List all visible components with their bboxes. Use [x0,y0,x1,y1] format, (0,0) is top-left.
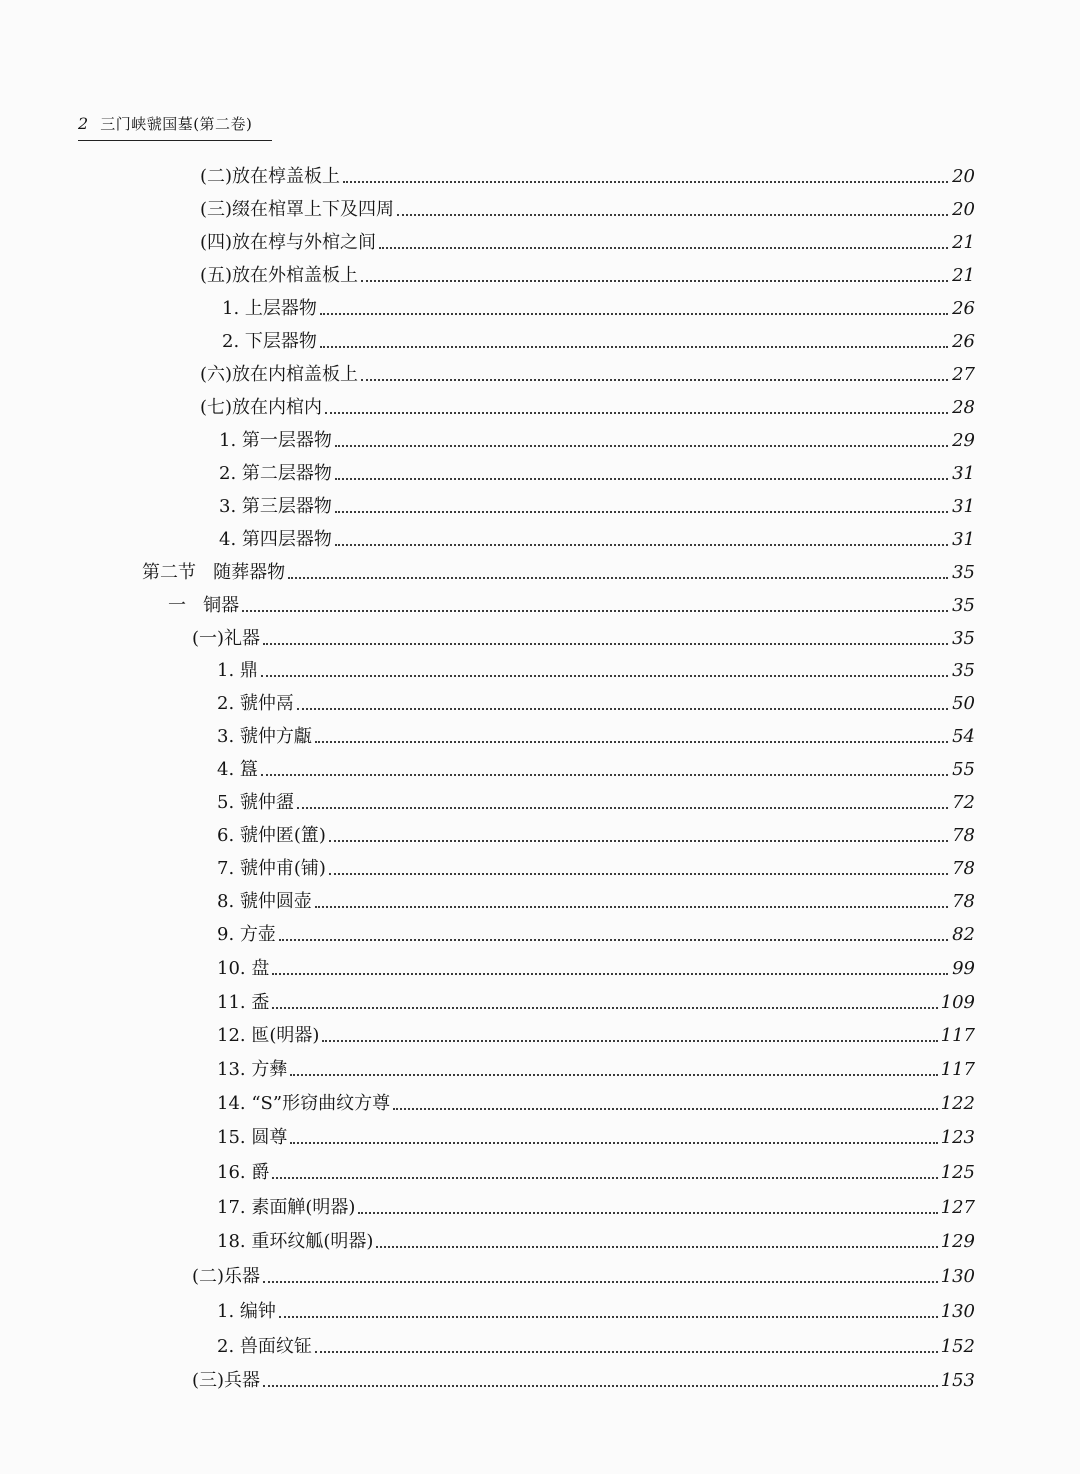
toc-entry-label: 第二节 随葬器物 [142,562,286,583]
toc-entry-label: 18. 重环纹觚(明器) [217,1231,374,1252]
dot-leader [379,247,948,249]
toc-entry[interactable] [200,356,975,386]
dot-leader [297,708,948,710]
toc-entry-label: 2. 下层器物 [222,331,317,352]
toc-entry[interactable] [219,488,975,518]
dot-leader [288,577,948,579]
toc-entry-label: 9. 方壶 [217,924,276,945]
dot-leader [361,280,948,282]
toc-entry-page: 21 [952,232,975,253]
toc-entry[interactable] [200,257,975,287]
toc-entry[interactable] [217,1051,975,1081]
toc-entry-page: 123 [940,1127,975,1148]
toc-entry[interactable] [217,1189,975,1219]
toc-entry-page: 31 [952,496,975,517]
toc-entry-page: 26 [952,331,975,352]
toc-entry-page: 50 [952,693,975,714]
toc-entry[interactable] [217,850,975,880]
toc-entry-label: 12. 匜(明器) [217,1025,320,1046]
toc-entry-page: 125 [940,1162,975,1183]
toc-entry-label: (七)放在内棺内 [200,397,323,418]
dot-leader [320,346,948,348]
toc-entry-label: 15. 圆尊 [217,1127,288,1148]
dot-leader [242,610,948,612]
toc-entry-page: 20 [952,166,975,187]
toc-entry-label: 11. 盉 [217,992,270,1013]
toc-entry[interactable] [200,224,975,254]
dot-leader [263,1385,938,1387]
toc-entry[interactable] [217,984,975,1014]
dot-leader [290,1074,937,1076]
toc-entry-label: (一)礼器 [192,628,261,649]
toc-entry-page: 55 [952,759,975,780]
dot-leader [358,1212,937,1214]
dot-leader [279,939,948,941]
toc-entry[interactable] [217,1328,975,1358]
dot-leader [279,1316,938,1318]
toc-entry-label: 1. 鼎 [217,660,258,681]
toc-entry[interactable] [219,422,975,452]
toc-entry[interactable] [217,685,975,715]
dot-leader [272,973,948,975]
toc-entry-label: (四)放在椁与外棺之间 [200,232,377,253]
toc-entry-label: 8. 虢仲圆壶 [217,891,312,912]
dot-leader [315,906,948,908]
dot-leader [335,478,948,480]
toc-entry-label: (六)放在内棺盖板上 [200,364,359,385]
toc-entry[interactable] [219,521,975,551]
toc-entry[interactable] [192,1258,975,1288]
toc-entry-page: 72 [952,792,975,813]
toc-entry-label: 4. 簋 [217,759,258,780]
toc-entry-page: 129 [940,1231,975,1252]
dot-leader [361,379,948,381]
dot-leader [329,840,948,842]
toc-entry-page: 117 [940,1025,975,1046]
toc-entry-page: 26 [952,298,975,319]
toc-entry[interactable] [219,455,975,485]
dot-leader [322,1040,937,1042]
toc-entry-label: 2. 第二层器物 [219,463,332,484]
toc-entry[interactable] [217,1154,975,1184]
toc-entry-page: 31 [952,529,975,550]
toc-entry[interactable] [217,751,975,781]
toc-entry-page: 21 [952,265,975,286]
toc-entry-label: 2. 兽面纹钲 [217,1336,312,1357]
dot-leader [261,675,948,677]
toc-entry[interactable] [168,587,975,617]
toc-entry-label: 17. 素面觯(明器) [217,1197,356,1218]
toc-entry[interactable] [200,191,975,221]
dot-leader [393,1108,938,1110]
toc-entry-label: 10. 盘 [217,958,270,979]
dot-leader [325,412,948,414]
toc-entry[interactable] [142,554,975,584]
toc-entry-label: 1. 编钟 [217,1301,276,1322]
toc-entry-label: 7. 虢仲甫(铺) [217,858,326,879]
toc-entry-page: 109 [940,992,975,1013]
toc-entry-page: 35 [952,660,975,681]
toc-entry[interactable] [192,1362,975,1392]
toc-entry[interactable] [217,784,975,814]
toc-entry-page: 20 [952,199,975,220]
toc-entry-page: 99 [952,958,975,979]
toc-entry[interactable] [222,290,975,320]
toc-entry[interactable] [200,158,975,188]
dot-leader [343,181,948,183]
toc-entry-page: 78 [952,858,975,879]
toc-entry-page: 130 [940,1266,975,1287]
toc-entry-label: 2. 虢仲鬲 [217,693,294,714]
toc-entry-label: 3. 第三层器物 [219,496,332,517]
toc-entry-page: 35 [952,595,975,616]
toc-entry-label: (五)放在外棺盖板上 [200,265,359,286]
toc-entry-label: 1. 第一层器物 [219,430,332,451]
toc-entry-page: 130 [940,1301,975,1322]
dot-leader [263,1281,938,1283]
toc-entry-label: 14. “S”形窃曲纹方尊 [217,1093,391,1114]
dot-leader [335,511,948,513]
dot-leader [335,544,948,546]
toc-entry[interactable] [200,389,975,419]
toc-entry-label: (二)放在椁盖板上 [200,166,341,187]
toc-entry-label: 4. 第四层器物 [219,529,332,550]
toc-entry-page: 78 [952,825,975,846]
toc-entry-page: 35 [952,562,975,583]
toc-entry[interactable] [217,916,975,946]
toc-entry-page: 152 [940,1336,975,1357]
toc-entry[interactable] [217,950,975,980]
toc-entry-label: 16. 爵 [217,1162,270,1183]
toc-entry[interactable] [217,652,975,682]
toc-entry-page: 29 [952,430,975,451]
dot-leader [320,313,948,315]
dot-leader [272,1177,937,1179]
toc-entry-label: 3. 虢仲方甗 [217,726,312,747]
book-title: 三门峡虢国墓(第二卷) [100,115,253,133]
toc-entry-label: 5. 虢仲盨 [217,792,294,813]
toc-entry-page: 35 [952,628,975,649]
dot-leader [272,1007,937,1009]
toc-entry[interactable] [217,1085,975,1115]
dot-leader [397,214,948,216]
toc-entry[interactable] [217,817,975,847]
toc-entry-page: 153 [940,1370,975,1391]
dot-leader [315,1351,938,1353]
toc-entry-page: 127 [940,1197,975,1218]
toc-entry-page: 31 [952,463,975,484]
dot-leader [263,643,948,645]
dot-leader [335,445,948,447]
dot-leader [376,1246,937,1248]
toc-entry-page: 27 [952,364,975,385]
page-number: 2 [78,114,89,133]
toc-entry-label: 1. 上层器物 [222,298,317,319]
toc-entry-label: 6. 虢仲匿(簠) [217,825,326,846]
dot-leader [315,741,948,743]
toc-entry-label: (二)乐器 [192,1266,261,1287]
toc-entry-label: 一 铜器 [168,595,240,616]
toc-entry[interactable] [217,1293,975,1323]
toc-entry-page: 28 [952,397,975,418]
toc-entry-page: 78 [952,891,975,912]
dot-leader [290,1142,937,1144]
toc-entry[interactable] [217,1119,975,1149]
dot-leader [261,774,948,776]
toc-entry-page: 122 [940,1093,975,1114]
toc-entry[interactable] [217,718,975,748]
toc-entry-page: 117 [940,1059,975,1080]
toc-entry[interactable] [217,1017,975,1047]
toc-entry-label: (三)兵器 [192,1370,261,1391]
toc-entry[interactable] [192,620,975,650]
dot-leader [297,807,948,809]
toc-entry-page: 82 [952,924,975,945]
toc-entry[interactable] [217,1223,975,1253]
toc-entry-label: 13. 方彝 [217,1059,288,1080]
toc-entry[interactable] [222,323,975,353]
toc-entry-label: (三)缀在棺罩上下及四周 [200,199,395,220]
toc-entry[interactable] [217,883,975,913]
dot-leader [329,873,948,875]
toc-entry-page: 54 [952,726,975,747]
